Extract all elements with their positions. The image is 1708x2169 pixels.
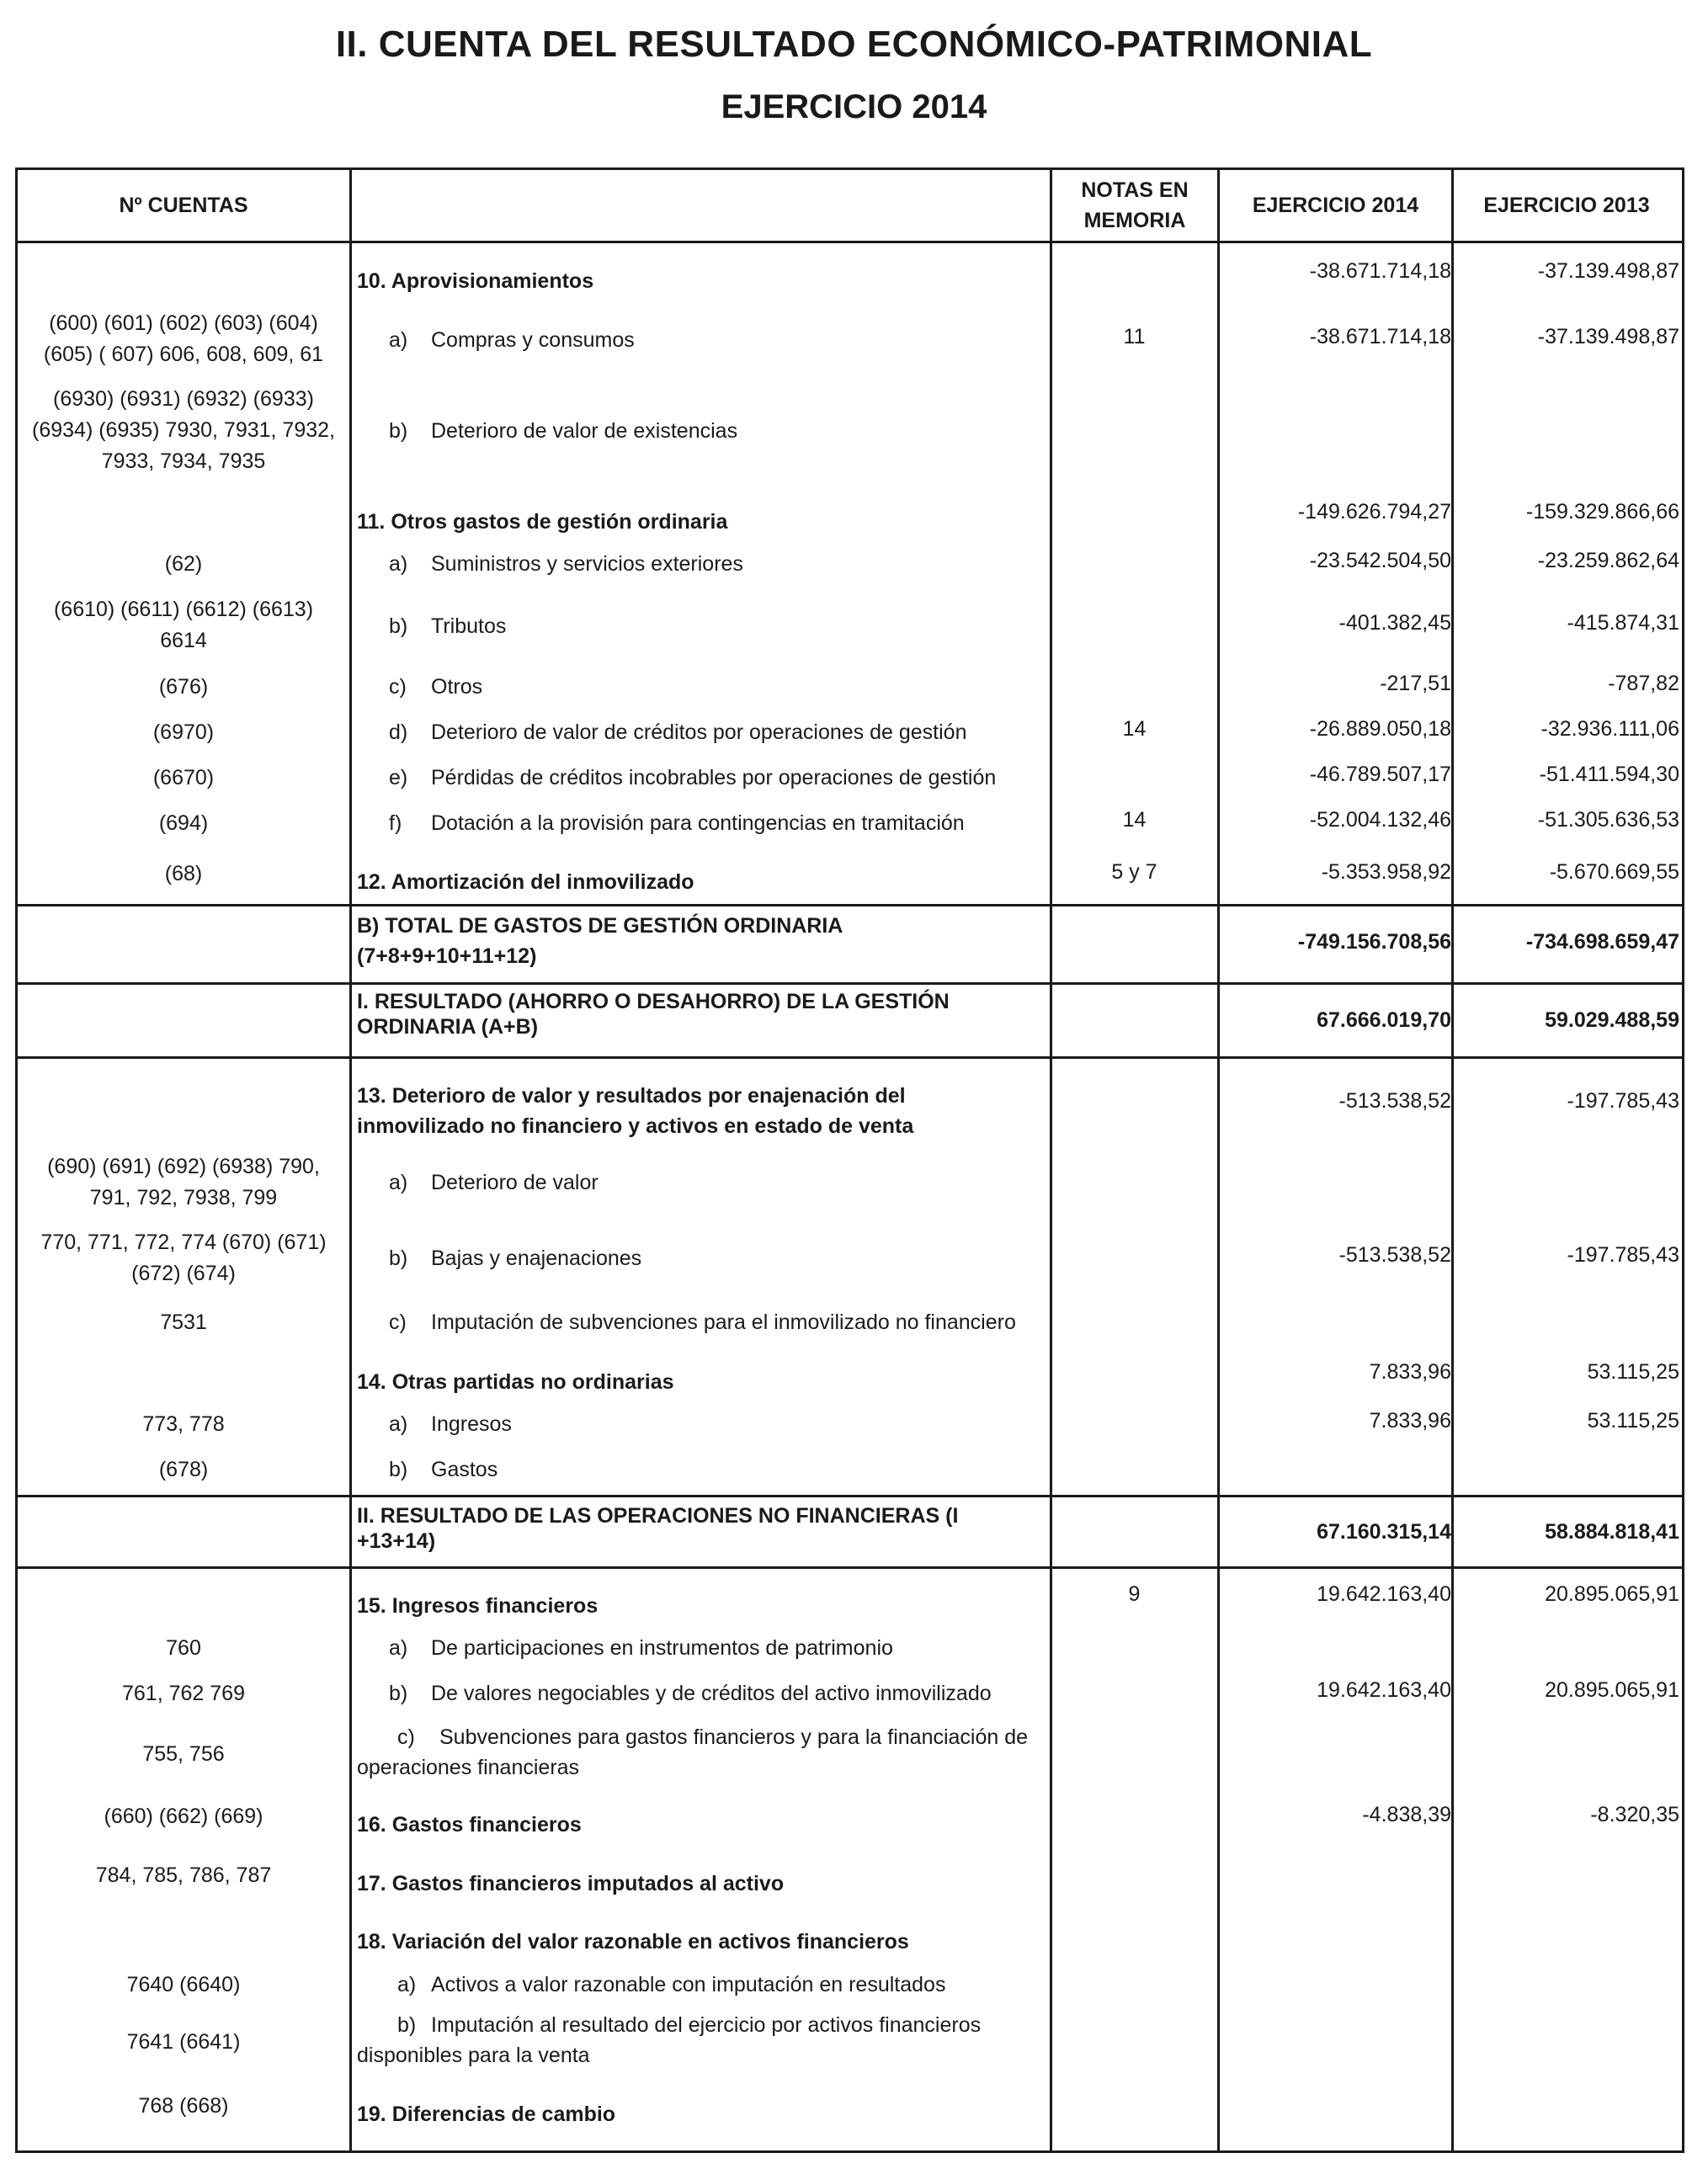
row-18b-label <box>357 2010 1047 2071</box>
item-text: Imputación al resultado del ejercicio por activos financieros <box>431 2013 982 2037</box>
item-text: Gastos <box>431 1458 498 1481</box>
row-resultado-gestion-2014: 67.666.019,70 <box>1317 1008 1451 1032</box>
row-13-2013: -197.785,43 <box>1567 1089 1679 1113</box>
row-11c-2013: -787,82 <box>1608 672 1679 695</box>
row-11e-accounts: (6670) <box>152 766 215 789</box>
item-text: Dotación a la provisión para contingencias en tramitación <box>431 811 965 835</box>
row-14a-2014: 7.833,96 <box>1369 1409 1451 1433</box>
row-total-gastos-2013: -734.698.659,47 <box>1525 930 1679 954</box>
accounts-line: 6614 <box>160 629 207 652</box>
column-divider <box>1217 167 1220 2153</box>
item-text: Deterioro de valor <box>431 1171 599 1194</box>
item-letter: b) <box>389 419 408 443</box>
row-14-2013: 53.115,25 <box>1587 1360 1679 1384</box>
accounts-line: (605) ( 607) 606, 608, 609, 61 <box>43 343 324 366</box>
header-cuentas: Nº CUENTAS <box>119 194 248 217</box>
row-11a-accounts: (62) <box>164 552 203 576</box>
row-14a-2013: 53.115,25 <box>1587 1409 1679 1433</box>
row-11e-label <box>357 763 1047 793</box>
row-13b-2014: -513.538,52 <box>1338 1243 1451 1267</box>
row-13b-2013: -197.785,43 <box>1567 1243 1679 1267</box>
row-16-2013: -8.320,35 <box>1590 1803 1679 1826</box>
section-divider <box>15 982 1684 985</box>
label-line: ORDINARIA (A+B) <box>357 1015 539 1039</box>
item-text: Tributos <box>431 614 507 638</box>
row-15b-label <box>357 1678 1047 1709</box>
accounts-line: (600) (601) (602) (603) (604) <box>49 311 318 335</box>
label-line: I. RESULTADO (AHORRO O DESAHORRO) DE LA GESTIÓN <box>357 990 950 1013</box>
row-15b-2014: 19.642.163,40 <box>1317 1678 1451 1702</box>
item-text: De valores negociables y de créditos del activo inmovilizado <box>431 1682 992 1705</box>
row-11a-2013: -23.259.862,64 <box>1537 549 1679 572</box>
row-11-2013: -159.329.866,66 <box>1525 500 1679 524</box>
row-resultado-no-financieras-2013: 58.884.818,41 <box>1545 1520 1679 1544</box>
item-text-continued: operaciones financieras <box>357 1756 580 1779</box>
item-text: Otros <box>431 675 483 699</box>
section-divider <box>15 1056 1684 1059</box>
item-text: Activos a valor razonable con imputación en resultados <box>431 1973 946 1996</box>
label-line: II. RESULTADO DE LAS OPERACIONES NO FINANCIERAS (I <box>357 1504 959 1528</box>
accounts-line: 7933, 7934, 7935 <box>101 449 266 473</box>
row-12-2013: -5.670.669,55 <box>1549 860 1679 884</box>
row-10b-accounts <box>18 384 349 477</box>
item-text: Deterioro de valor de existencias <box>431 419 738 443</box>
item-letter: c) <box>397 1725 415 1749</box>
row-total-gastos-2014: -749.156.708,56 <box>1297 930 1451 954</box>
row-11d-2014: -26.889.050,18 <box>1309 717 1451 741</box>
accounts-line: (672) (674) <box>131 1262 236 1285</box>
row-12-nota: 5 y 7 <box>1111 860 1157 884</box>
label-line: inmovilizado no financiero y activos en estado de venta <box>357 1114 914 1138</box>
row-15a-label <box>357 1633 1047 1663</box>
item-text: De participaciones en instrumentos de patrimonio <box>431 1636 893 1660</box>
item-letter: f) <box>389 811 402 835</box>
row-13c-accounts: 7531 <box>160 1310 207 1334</box>
row-17-label: 17. Gastos financieros imputados al activo <box>357 1872 785 1895</box>
item-letter: b) <box>389 1458 408 1481</box>
header-divider <box>15 241 1684 243</box>
row-12-accounts: (68) <box>164 862 203 885</box>
row-17-accounts: 784, 785, 786, 787 <box>95 1863 272 1887</box>
row-11e-2013: -51.411.594,30 <box>1539 763 1679 786</box>
section-divider <box>15 1495 1684 1497</box>
row-18b-accounts: 7641 (6641) <box>126 2030 241 2054</box>
row-10b-label <box>357 416 1047 446</box>
row-16-accounts: (660) (662) (669) <box>104 1805 263 1828</box>
item-text: Subvenciones para gastos financieros y para la financiación de <box>439 1725 1029 1749</box>
item-letter: b) <box>389 614 408 638</box>
label-line: 13. Deterioro de valor y resultados por enajenación del <box>357 1084 906 1108</box>
row-11f-nota: 14 <box>1122 808 1147 832</box>
row-11e-2014: -46.789.507,17 <box>1309 763 1451 786</box>
row-18a-accounts: 7640 (6640) <box>126 1973 241 1996</box>
row-15-label: 15. Ingresos financieros <box>357 1594 599 1618</box>
section-divider <box>15 904 1684 906</box>
row-10-2013: -37.139.498,87 <box>1537 259 1679 283</box>
item-text: Suministros y servicios exteriores <box>431 552 743 576</box>
row-15a-accounts: 760 <box>166 1636 201 1660</box>
row-resultado-gestion-label <box>357 989 1047 1039</box>
accounts-line: (690) (691) (692) (6938) 790, <box>47 1155 320 1178</box>
item-letter: b) <box>389 1247 408 1270</box>
row-15b-2013: 20.895.065,91 <box>1545 1678 1679 1702</box>
row-11a-2014: -23.542.504,50 <box>1309 549 1451 572</box>
row-resultado-no-financieras-2014: 67.160.315,14 <box>1317 1520 1451 1544</box>
section-divider <box>15 1566 1684 1569</box>
column-divider <box>349 167 352 2153</box>
row-14b-accounts: (678) <box>158 1458 209 1481</box>
item-text: Imputación de subvenciones para el inmovilizado no financiero <box>431 1310 1016 1334</box>
header-ejercicio-2013: EJERCICIO 2013 <box>1483 194 1650 217</box>
row-13b-accounts <box>18 1227 349 1289</box>
item-letter: c) <box>389 1310 407 1334</box>
item-text: Ingresos <box>431 1412 512 1436</box>
row-13c-label <box>357 1307 1047 1337</box>
row-11c-accounts: (676) <box>158 675 209 699</box>
row-10a-nota: 11 <box>1123 325 1146 348</box>
accounts-line: 770, 771, 772, 774 (670) (671) <box>40 1231 327 1254</box>
row-19-accounts: 768 (668) <box>138 2094 229 2118</box>
row-total-gastos-label <box>357 911 1047 971</box>
row-10-label: 10. Aprovisionamientos <box>357 269 594 293</box>
row-11f-accounts: (694) <box>158 811 209 835</box>
document-title: II. CUENTA DEL RESULTADO ECONÓMICO-PATRIMONIAL <box>335 24 1373 65</box>
item-letter: b) <box>397 2013 417 2037</box>
row-11d-label <box>357 717 1047 747</box>
header-ejercicio-2014: EJERCICIO 2014 <box>1252 194 1419 217</box>
header-notas <box>1052 170 1217 241</box>
row-14-2014: 7.833,96 <box>1369 1360 1451 1384</box>
row-12-label: 12. Amortización del inmovilizado <box>357 870 694 894</box>
item-text: Compras y consumos <box>431 328 635 352</box>
row-resultado-gestion-2013: 59.029.488,59 <box>1545 1008 1679 1032</box>
row-11d-nota: 14 <box>1122 717 1147 741</box>
item-text: Bajas y enajenaciones <box>431 1247 642 1270</box>
row-14-label: 14. Otras partidas no ordinarias <box>357 1370 674 1394</box>
row-18a-label <box>357 1970 1047 2000</box>
row-11b-accounts <box>18 594 349 657</box>
label-line: (7+8+9+10+11+12) <box>357 944 537 968</box>
item-letter: a) <box>389 1171 408 1194</box>
item-letter: a) <box>389 552 408 576</box>
item-letter: a) <box>389 328 408 352</box>
row-13-label <box>357 1081 1047 1141</box>
row-13b-label <box>357 1243 1047 1273</box>
column-divider <box>1050 167 1052 2153</box>
row-15c-accounts: 755, 756 <box>142 1742 225 1766</box>
item-letter: c) <box>389 675 407 699</box>
row-15-nota: 9 <box>1128 1582 1141 1606</box>
row-resultado-no-financieras-label <box>357 1503 1047 1554</box>
row-11b-2013: -415.874,31 <box>1567 611 1679 635</box>
row-14a-label <box>357 1409 1047 1439</box>
item-text: Pérdidas de créditos incobrables por operaciones de gestión <box>431 766 997 789</box>
row-11-label: 11. Otros gastos de gestión ordinaria <box>357 510 728 534</box>
row-11a-label <box>357 549 1047 579</box>
row-11b-2014: -401.382,45 <box>1338 611 1451 635</box>
row-11f-2013: -51.305.636,53 <box>1537 808 1679 832</box>
item-letter: d) <box>389 720 408 744</box>
label-line: B) TOTAL DE GASTOS DE GESTIÓN ORDINARIA <box>357 914 843 938</box>
row-19-label: 19. Diferencias de cambio <box>357 2103 616 2126</box>
row-11-2014: -149.626.794,27 <box>1297 500 1451 524</box>
row-18-label: 18. Variación del valor razonable en activos financieros <box>357 1930 909 1954</box>
item-letter: b) <box>389 1682 408 1705</box>
row-11c-2014: -217,51 <box>1380 672 1451 695</box>
row-10a-2014: -38.671.714,18 <box>1309 325 1451 348</box>
row-14b-label <box>357 1454 1047 1485</box>
row-12-2014: -5.353.958,92 <box>1321 860 1451 884</box>
row-11b-label <box>357 611 1047 641</box>
item-letter: e) <box>389 766 408 789</box>
accounts-line: 791, 792, 7938, 799 <box>89 1186 278 1209</box>
row-15c-label <box>357 1722 1047 1783</box>
item-letter: a) <box>389 1636 408 1660</box>
row-11d-accounts: (6970) <box>152 720 215 744</box>
header-notas-line1: NOTAS EN <box>1081 178 1189 202</box>
row-11d-2013: -32.936.111,06 <box>1540 717 1679 741</box>
row-10-2014: -38.671.714,18 <box>1309 259 1451 283</box>
document-subtitle: EJERCICIO 2014 <box>721 88 987 125</box>
row-10a-label <box>357 325 1047 355</box>
row-15-2014: 19.642.163,40 <box>1317 1582 1451 1606</box>
row-11f-2014: -52.004.132,46 <box>1309 808 1451 832</box>
header-notas-line2: MEMORIA <box>1083 209 1186 232</box>
row-15b-accounts: 761, 762 769 <box>122 1682 245 1705</box>
accounts-line: (6610) (6611) (6612) (6613) <box>53 598 314 621</box>
column-divider <box>1451 167 1454 2153</box>
row-13a-label <box>357 1167 1047 1198</box>
row-13a-accounts <box>18 1151 349 1214</box>
row-13-2014: -513.538,52 <box>1338 1089 1451 1113</box>
row-11f-label <box>357 808 1047 838</box>
row-10a-2013: -37.139.498,87 <box>1537 325 1679 348</box>
row-16-2014: -4.838,39 <box>1362 1803 1451 1826</box>
row-11c-label <box>357 672 1047 702</box>
row-14a-accounts: 773, 778 <box>142 1412 225 1436</box>
item-letter: a) <box>397 1973 417 1996</box>
accounts-line: (6930) (6931) (6932) (6933) <box>53 387 314 411</box>
item-letter: a) <box>389 1412 408 1436</box>
row-16-label: 16. Gastos financieros <box>357 1813 582 1837</box>
row-15-2013: 20.895.065,91 <box>1545 1582 1679 1606</box>
row-10a-accounts <box>18 308 349 370</box>
item-text: Deterioro de valor de créditos por operaciones de gestión <box>431 720 967 744</box>
item-text-continued: disponibles para la venta <box>357 2044 590 2067</box>
label-line: +13+14) <box>357 1529 436 1553</box>
accounts-line: (6934) (6935) 7930, 7931, 7932, <box>32 418 335 442</box>
